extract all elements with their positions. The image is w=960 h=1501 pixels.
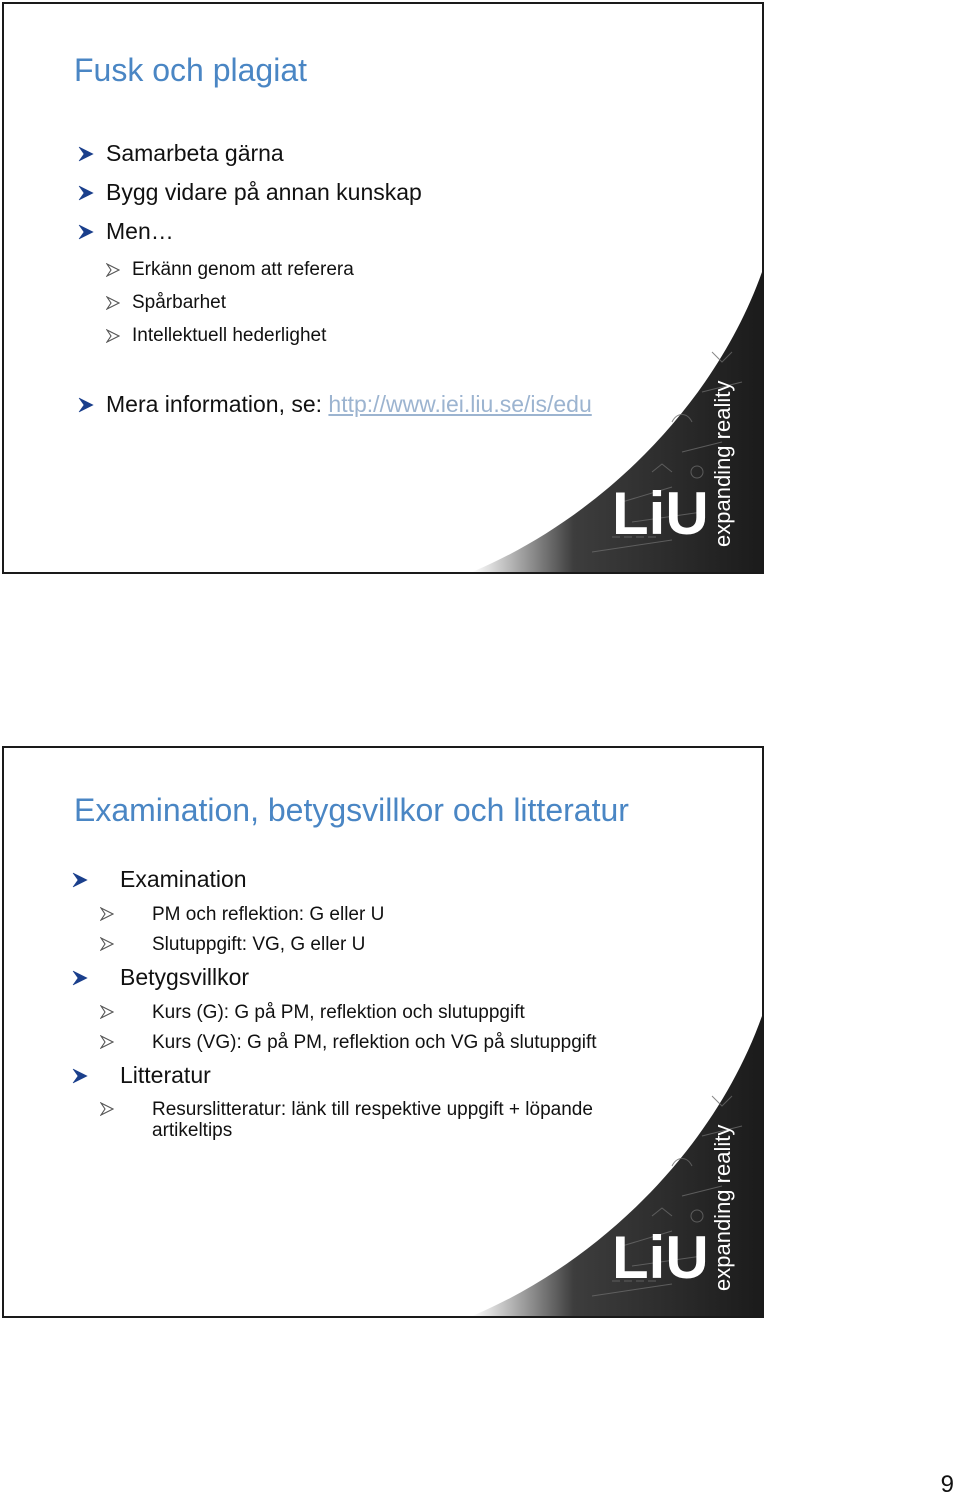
svg-text:LiU: LiU bbox=[612, 480, 709, 547]
liu-logo-background bbox=[472, 272, 762, 572]
sub-bullet-item: Intellektuell hederlighet bbox=[106, 325, 326, 347]
slide-title: Examination, betygsvillkor och litteratur bbox=[74, 792, 629, 828]
bullet-item: Litteratur bbox=[72, 1062, 211, 1089]
arrow-bullet-icon bbox=[78, 185, 94, 201]
liu-logo-background bbox=[472, 1016, 762, 1316]
arrow-outline-bullet-icon bbox=[100, 1005, 114, 1019]
sub-bullet-item: Slutuppgift: VG, G eller U bbox=[100, 934, 365, 956]
arrow-bullet-icon bbox=[72, 1068, 88, 1084]
sub-bullet-item: Spårbarhet bbox=[106, 292, 226, 314]
bullet-item: Men… bbox=[78, 218, 174, 245]
page-number: 9 bbox=[940, 1471, 954, 1498]
arrow-outline-bullet-icon bbox=[106, 329, 120, 343]
arrow-outline-bullet-icon bbox=[100, 1035, 114, 1049]
sub-bullet-item: Kurs (VG): G på PM, reflektion och VG på slutuppgift bbox=[100, 1032, 597, 1054]
arrow-outline-bullet-icon bbox=[106, 263, 120, 277]
arrow-outline-bullet-icon bbox=[106, 296, 120, 310]
sub-bullet-item: Resurslitteratur: länk till respektive uppgift + löpande bbox=[100, 1099, 593, 1121]
bullet-item: Samarbeta gärna bbox=[78, 140, 284, 167]
bullet-item: Betygsvillkor bbox=[72, 964, 249, 991]
svg-text:expanding reality: expanding reality bbox=[710, 1124, 735, 1291]
slide-fusk-och-plagiat bbox=[2, 2, 764, 574]
arrow-bullet-icon bbox=[72, 970, 88, 986]
svg-text:LiU: LiU bbox=[612, 1224, 709, 1291]
arrow-bullet-icon bbox=[72, 872, 88, 888]
bullet-item: Examination bbox=[72, 866, 247, 893]
info-link[interactable]: http://www.iei.liu.se/is/edu bbox=[328, 391, 592, 417]
arrow-bullet-icon bbox=[78, 224, 94, 240]
sub-bullet-continuation: artikeltips bbox=[152, 1120, 233, 1141]
bullet-item: Mera information, se: http://www.iei.liu.se/is/edu bbox=[78, 391, 592, 418]
arrow-bullet-icon bbox=[78, 397, 94, 413]
sub-bullet-item: Kurs (G): G på PM, reflektion och slutuppgift bbox=[100, 1002, 525, 1024]
arrow-outline-bullet-icon bbox=[100, 937, 114, 951]
sub-bullet-item: PM och reflektion: G eller U bbox=[100, 904, 384, 926]
slide-examination bbox=[2, 746, 764, 1318]
arrow-outline-bullet-icon bbox=[100, 907, 114, 921]
sub-bullet-item: Erkänn genom att referera bbox=[106, 259, 354, 281]
slide-title: Fusk och plagiat bbox=[74, 52, 308, 88]
svg-text:expanding reality: expanding reality bbox=[710, 380, 735, 547]
bullet-item: Bygg vidare på annan kunskap bbox=[78, 179, 422, 206]
arrow-bullet-icon bbox=[78, 146, 94, 162]
arrow-outline-bullet-icon bbox=[100, 1102, 114, 1116]
